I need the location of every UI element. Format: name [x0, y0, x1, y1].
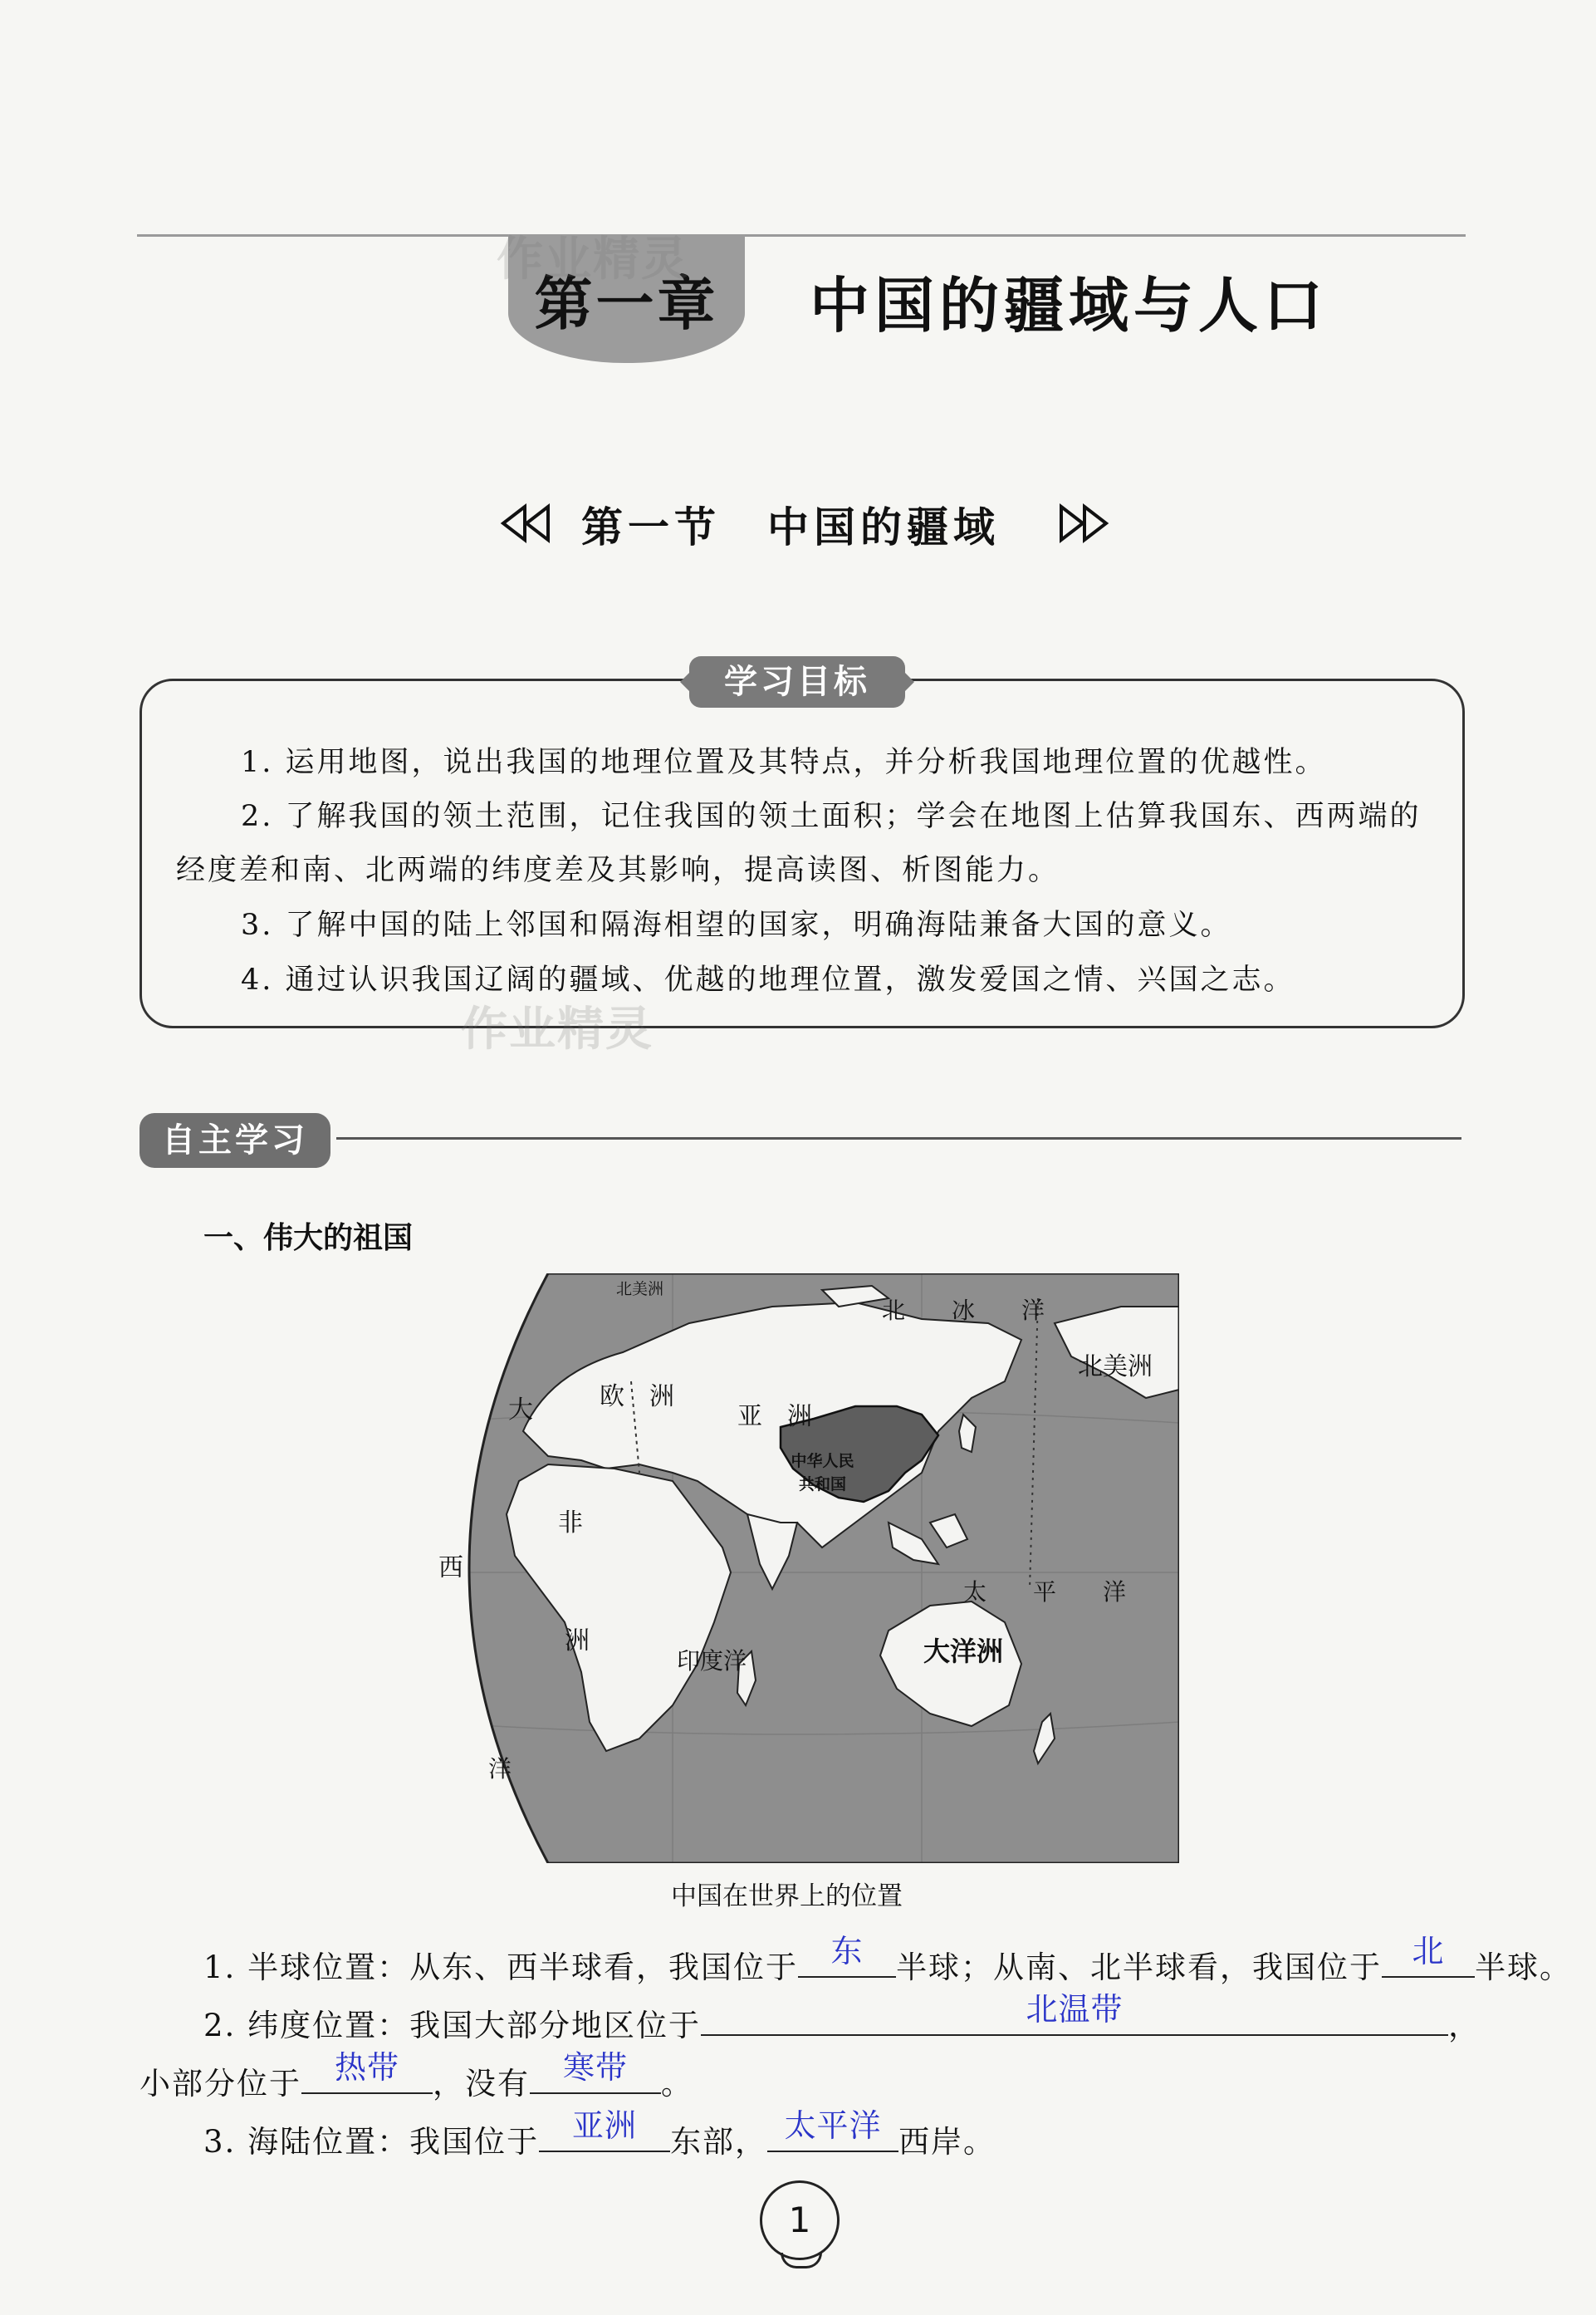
question-text: 西岸。: [898, 2124, 996, 2160]
map-label: 亚 洲: [737, 1402, 812, 1431]
world-map: [423, 1273, 1179, 1863]
question-text: 2. 纬度位置：我国大部分地区位于: [203, 2008, 702, 2043]
map-label: 洋: [488, 1755, 512, 1783]
answer-blank[interactable]: [701, 1991, 1448, 2036]
map-label: 印度洋: [677, 1647, 747, 1675]
answer-blank[interactable]: [1382, 1933, 1475, 1978]
map-label: 太 平 洋: [963, 1578, 1127, 1606]
double-left-arrow-icon: [498, 503, 556, 544]
watermark: 作业精灵: [461, 1003, 654, 1057]
question-text: 东部，: [670, 2124, 768, 2160]
map-ocean: [423, 1273, 1179, 1863]
objective-item: 1. 运用地图，说出我国的地理位置及其特点，并分析我国地理位置的优越性。: [241, 746, 1327, 779]
objective-item: 4. 通过认识我国辽阔的疆域、优越的地理位置，激发爱国之情、兴国之志。: [241, 964, 1295, 997]
question-text: 半球。: [1475, 1950, 1573, 1985]
answer-text: 太平洋: [784, 2107, 882, 2144]
question-text: ，没有: [433, 2066, 530, 2102]
page-number: 1: [760, 2180, 840, 2260]
watermark: 作业精灵: [497, 233, 689, 287]
question-text: 1. 半球位置：从东、西半球看，我国位于: [203, 1950, 799, 1985]
map-label: 北 冰 洋: [882, 1297, 1045, 1324]
question-2: [203, 1991, 1481, 2045]
map-label: 非: [558, 1508, 583, 1538]
map-label: 大洋洲: [923, 1636, 1004, 1667]
map-label: 大: [508, 1395, 533, 1425]
question-text: ，: [1448, 2008, 1481, 2043]
top-rule: [137, 234, 1466, 237]
question-text: 。: [661, 2066, 693, 2102]
chapter-label: 第一章: [534, 270, 719, 338]
map-caption: 中国在世界上的位置: [671, 1881, 903, 1911]
answer-text: 北: [1412, 1933, 1445, 1969]
answer-blank[interactable]: [539, 2107, 670, 2152]
answer-blank[interactable]: [798, 1933, 896, 1978]
answer-text: 北温带: [1026, 1991, 1124, 2028]
question-1: [203, 1933, 1573, 1987]
objective-item: 2. 了解我国的领土范围，记住我国的领土面积；学会在地图上估算我国东、西两端的: [241, 800, 1422, 833]
objective-item: 经度差和南、北两端的纬度差及其影响，提高读图、析图能力。: [176, 854, 1060, 887]
self-study-tag: 自主学习: [140, 1113, 330, 1168]
map-label: 北美洲: [1078, 1352, 1153, 1381]
question-text: 小部分位于: [140, 2066, 301, 2102]
double-right-arrow-icon: [1053, 503, 1111, 544]
question-text: 半球；从南、北半球看，我国位于: [896, 1950, 1383, 1985]
question-text: 3. 海陆位置：我国位于: [203, 2124, 540, 2160]
map-label: 北美洲: [616, 1280, 664, 1298]
question-2-line-2: [140, 2049, 693, 2103]
subheading: 一、伟大的祖国: [203, 1221, 414, 1255]
objective-item: 3. 了解中国的陆上邻国和隔海相望的国家，明确海陆兼备大国的意义。: [241, 909, 1232, 942]
question-3: [203, 2107, 996, 2161]
answer-blank[interactable]: [530, 2049, 661, 2094]
answer-blank[interactable]: [301, 2049, 433, 2094]
answer-text: 东: [830, 1933, 864, 1969]
answer-text: 亚洲: [572, 2107, 638, 2144]
map-label: 洲: [565, 1626, 590, 1655]
section-title: 第一节 中国的疆域: [581, 503, 1000, 552]
objectives-tag: 学习目标: [689, 656, 905, 708]
answer-blank[interactable]: [767, 2107, 898, 2152]
map-label: 欧 洲: [600, 1382, 674, 1411]
map-label: 西: [438, 1553, 463, 1582]
self-study-rule: [336, 1137, 1461, 1140]
answer-text: 热带: [334, 2049, 399, 2086]
chapter-title: 中国的疆域与人口: [810, 271, 1329, 341]
map-label-china: 中华人民共和国: [791, 1452, 854, 1493]
answer-text: 寒带: [562, 2049, 628, 2086]
globe-stand-icon: [781, 2253, 822, 2268]
